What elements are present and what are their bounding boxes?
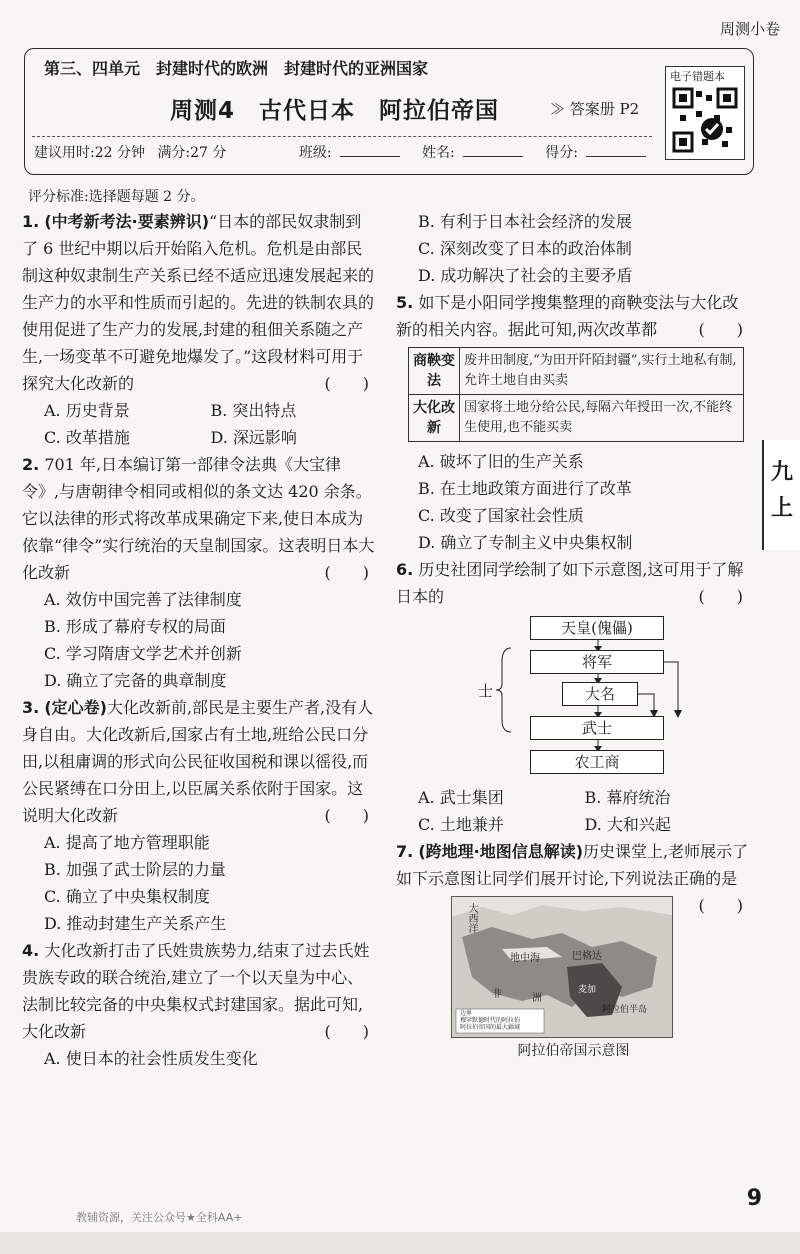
- total-score: 满分:27 分: [157, 145, 227, 161]
- question-1: 1. (中考新考法·要素辨识)“日本的部民奴隶制到了 6 世纪中期以后开始陷入危机。危机是由部民制这种奴隶制生产关系已经不适应迅速发展起来的生产力的水平和性质而引起的。先进的铁制农具的使用促进了生产力的发展,封建的租佃关系随之产生,一场变革不可避免地爆发了。”这段材料可用于探究大化改新的 ( ): [22, 212, 375, 393]
- map-continent-label: 洲: [532, 993, 542, 1004]
- comparison-table: [408, 347, 744, 442]
- question-4: 4. 大化改新打击了氏姓贵族势力,结束了过去氏姓贵族专政的联合统治,建立了一个以天皇为中心、法制比较完备的中央集权式封建国家。据此可知,大化改新 ( ): [22, 941, 370, 1041]
- question-2: 2. 701 年,日本编订第一部律令法典《大宝律令》,与唐朝律令相同或相似的条文达 420 余条。它以法律的形式将改革成果确定下来,使日本成为依靠“律令”实行统治的天皇制国家。这表明日本大化改新 ( ): [22, 455, 375, 582]
- map-sea-label: 地中海: [510, 953, 540, 964]
- name-blank[interactable]: [463, 156, 523, 157]
- class-label: 班级:: [298, 145, 332, 161]
- term-label: 上: [770, 495, 793, 521]
- q6-option-c[interactable]: C. 土地兼并: [418, 815, 504, 834]
- unit-title: 第三、四单元 封建时代的欧洲 封建时代的亚洲国家: [38, 56, 434, 79]
- left-column: [22, 208, 377, 1072]
- question-3: 3. (定心卷)大化改新前,部民是主要生产者,没有人身自由。大化改新后,国家占有土地,班给公民口分田,以租庸调的形式向公民征收国税和课以徭役,而公民紧缚在口分田上,以臣属关系依附于国家。这说明大化改新 ( ): [22, 698, 374, 825]
- question-6: 6. 历史社团同学绘制了如下示意图,这可用于了解日本的 ( ): [396, 560, 744, 606]
- grade-label: 九: [770, 459, 793, 485]
- bracket-label: 士: [478, 682, 494, 700]
- scoring-note: 评分标准:选择题每题 2 分。: [28, 189, 205, 205]
- table-row: [409, 348, 744, 395]
- map-baghdad-label: 巴格达: [572, 951, 602, 962]
- map-ocean-label: 大西洋: [466, 903, 477, 933]
- q6-option-b[interactable]: B. 幕府统治: [584, 788, 671, 807]
- table-cell: 废井田制度,“为田开阡陌封疆”,实行土地私有制,允许土地自由买卖: [460, 348, 744, 395]
- q4-option-a[interactable]: A. 使日本的社会性质发生变化: [44, 1049, 258, 1068]
- map-arabia-label: 阿拉伯半岛: [602, 1005, 648, 1015]
- qr-label: 电子错题本: [670, 70, 725, 83]
- q5-option-a[interactable]: A. 破坏了旧的生产关系: [418, 452, 584, 471]
- q2-option-c[interactable]: C. 学习隋唐文学艺术并创新: [44, 644, 242, 663]
- emperor-box: 天皇(傀儡): [530, 616, 664, 640]
- q6-option-a[interactable]: A. 武士集团: [418, 788, 504, 807]
- q3-option-a[interactable]: A. 提高了地方管理职能: [44, 833, 210, 852]
- q6-option-d[interactable]: D. 大和兴起: [584, 815, 671, 834]
- table-head: 大化改新: [409, 395, 460, 442]
- q5-option-d[interactable]: D. 确立了专制主义中央集权制: [418, 533, 633, 552]
- q3-option-c[interactable]: C. 确立了中央集权制度: [44, 887, 210, 906]
- corner-tag: 周测小卷: [719, 20, 780, 38]
- score-label: 得分:: [545, 145, 578, 161]
- page-title: 周测4 古代日本 阿拉伯帝国: [170, 98, 500, 124]
- samurai-box: 武士: [530, 716, 664, 740]
- map-caption: 阿拉伯帝国示意图: [517, 1043, 630, 1059]
- q3-option-d[interactable]: D. 推动封建生产关系产生: [44, 914, 227, 933]
- answer-reference: ≫ 答案册 P2: [550, 100, 640, 118]
- q2-option-d[interactable]: D. 确立了完备的典章制度: [44, 671, 227, 690]
- arabian-empire-map: [451, 896, 673, 1038]
- right-column: [396, 208, 751, 1065]
- divider: [32, 136, 652, 137]
- name-label: 姓名:: [422, 145, 455, 161]
- q1-option-c[interactable]: C. 改革措施: [44, 428, 130, 447]
- q2-option-b[interactable]: B. 形成了幕府专权的局面: [44, 617, 226, 636]
- q5-option-c[interactable]: C. 改变了国家社会性质: [418, 506, 584, 525]
- question-5: 5. 如下是小阳同学搜集整理的商鞅变法与大化改新的相关内容。据此可知,两次改革都 ( ): [396, 293, 743, 339]
- info-line: [34, 142, 674, 162]
- q3-option-b[interactable]: B. 加强了武士阶层的力量: [44, 860, 226, 879]
- q4-option-d[interactable]: D. 成功解决了社会的主要矛盾: [418, 266, 633, 285]
- bottom-strip: [0, 1232, 800, 1254]
- footer-text: 教辅资源，关注公众号★全科AA+: [76, 1211, 243, 1224]
- suggested-time: 建议用时:22 分钟: [34, 145, 145, 161]
- class-blank[interactable]: [340, 156, 400, 157]
- grade-sidebar: [762, 440, 800, 550]
- hierarchy-diagram: [396, 612, 751, 782]
- table-head: 商鞅变法: [409, 348, 460, 395]
- page-number: 9: [746, 1186, 762, 1211]
- map-legend: 边界 穆罕默德时代的阿拉伯 阿拉伯帝国的最大疆域: [460, 1010, 521, 1031]
- question-7: 7. (跨地理·地图信息解读)历史课堂上,老师展示了如下示意图让同学们展开讨论,下列说法正确的是 ( ): [396, 842, 749, 915]
- table-cell: 国家将土地分给公民,每隔六年授田一次,不能终生使用,也不能买卖: [460, 395, 744, 442]
- q2-option-a[interactable]: A. 效仿中国完善了法律制度: [44, 590, 242, 609]
- q5-option-b[interactable]: B. 在土地政策方面进行了改革: [418, 479, 632, 498]
- q1-option-d[interactable]: D. 深远影响: [210, 428, 297, 447]
- shogun-box: 将军: [530, 650, 664, 674]
- q1-option-a[interactable]: A. 历史背景: [44, 401, 130, 420]
- score-blank[interactable]: [586, 156, 646, 157]
- daimyo-box: 大名: [562, 682, 638, 706]
- q4-option-c[interactable]: C. 深刻改变了日本的政治体制: [418, 239, 632, 258]
- q1-option-b[interactable]: B. 突出特点: [210, 401, 297, 420]
- q4-option-b[interactable]: B. 有利于日本社会经济的发展: [418, 212, 632, 231]
- table-row: [409, 395, 744, 442]
- map-africa-label: 非: [492, 989, 502, 1000]
- map-mecca-label: 麦加: [578, 985, 597, 995]
- commoners-box: 农工商: [530, 750, 664, 774]
